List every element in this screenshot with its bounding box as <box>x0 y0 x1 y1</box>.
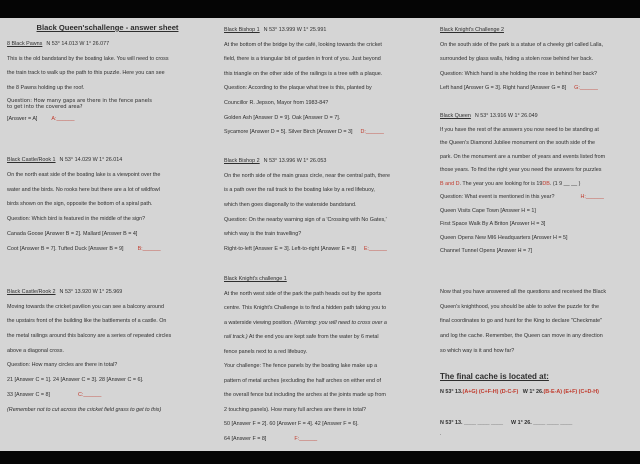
section-knight-2 <box>440 23 603 96</box>
text-line: those years. To find the right year you need the answers for puzzles <box>440 167 602 173</box>
answer-blank-e[interactable]: E:______ <box>363 246 387 253</box>
text-line: 50 [Answer F = 2]. 60 [Answer F = 4]. 42 [Answer F = 6]. <box>224 421 359 427</box>
text-line: Question: Which hand is she holding the rose in behind her back? <box>440 70 598 77</box>
answer-blank-a[interactable]: A:______ <box>51 116 75 123</box>
coordinates: N 53° 14.013 W 1° 26.077 <box>46 41 110 47</box>
text-line: Right-to-left [Answer E = 3]. Left-to-right [Answer E = 8] <box>224 246 356 253</box>
text-line: centre. This Knight's Challenge is to find a hidden path taking you to <box>224 305 387 311</box>
text-line: Now that you have answered all the questions and received the Black <box>440 289 607 295</box>
text-line: Left hand [Answer G = 3]. Right hand [Answer G = 8] <box>440 85 567 91</box>
text-line: the overall fence but including the arches at the joints made up from <box>224 392 386 398</box>
text-line: the 8 Pawns holding up the roof. <box>7 84 85 91</box>
option: Channel Tunnel Opens [Answer H = 7] <box>440 248 533 254</box>
text-line: On the north side of the main grass circle, near the central path, there <box>224 172 391 179</box>
text-line: which way is the train travelling? <box>224 231 302 238</box>
section-castle-1 <box>7 153 161 257</box>
answer-blank-h[interactable]: H:______ <box>580 194 604 200</box>
final-cache-heading: The final cache is located at: <box>440 372 549 382</box>
option: Queen Opens New MI6 Headquarters [Answer H = 5] <box>440 234 568 241</box>
text-line: fence panels next to a red lifebuoy. <box>224 348 308 355</box>
text-line: this triangle on the other side of the railings is a tree with a plaque. <box>224 70 383 77</box>
section-bishop-1 <box>224 23 384 140</box>
text-line: B and D. The year you are looking for is 19DB. (1 9 __ __ ) <box>440 180 581 187</box>
dot: . <box>440 430 442 437</box>
text-line: 21 [Answer C = 1]. 24 [Answer C = 3]. 28 [Answer C = 6]. <box>7 377 144 384</box>
coordinates: N 53° 13.996 W 1° 26.053 <box>263 158 327 164</box>
text-line: At the north west side of the park the path heads out by the sports <box>224 290 382 297</box>
text-line: and log the cache. Remember, the Queen can move in any direction <box>440 333 603 340</box>
section-heading: 8 Black Pawns <box>7 41 43 47</box>
text-line: the Queen's Diamond Jubilee monument on the south side of the <box>440 140 596 146</box>
text-line: field, there is a triangular bit of garden in front of you. Just beyond <box>224 56 381 63</box>
text-line: This is the old bandstand by the boating lake. You will need to cross <box>7 55 169 62</box>
coordinates: N 53° 13.999 W 1° 25.991 <box>263 27 327 33</box>
text-line: On the south side of the park is a statue of a cheeky girl called Lalla, <box>440 41 604 48</box>
section-heading: Black Knight's challenge 1 <box>224 276 287 282</box>
text-line: pattern of metal arches (excluding the half arches on either end of <box>224 377 382 384</box>
text-line: Coot [Answer B = 7]. Tufted Duck [Answer B = 9] <box>7 245 124 252</box>
section-heading: Black Queen <box>440 113 471 119</box>
section-final <box>440 285 606 437</box>
section-knight-1 <box>224 272 387 446</box>
bottom-black-bar <box>0 451 640 464</box>
text-line: final coordinates to go and hunt for the King to declare "Checkmate" <box>440 318 603 325</box>
text-line: Question: On the nearby warning sign of a 'Crossing with No Gates,' <box>224 216 387 223</box>
section-castle-2 <box>7 285 171 417</box>
section-heading: Black Castle/Rook 2 <box>7 289 56 295</box>
text-line: Moving towards the cricket pavilion you can see a balcony around <box>7 303 165 310</box>
option: Queen Visits Cape Town [Answer H = 1] <box>440 207 536 214</box>
text-line: Question: According to the plaque what tree is this, planted by <box>224 85 372 92</box>
text-line: the metal railings around this balcony are a series of repeated circles <box>7 333 172 340</box>
coordinates: N 53° 14.029 W 1° 26.014 <box>59 157 123 163</box>
answer-label: [Answer = A] <box>7 116 38 123</box>
page-title: Black Queen'schallenge - answer sheet <box>36 23 179 32</box>
note: (Remember not to cut across the cricket field grass to get to this) <box>7 406 162 413</box>
answer-blank-g[interactable]: G:______ <box>574 85 598 91</box>
text-line: 64 [Answer F = 8] <box>224 435 267 442</box>
text-line: the train track to walk up the path to this puzzle. Here you can see <box>7 70 165 77</box>
text-line: which then goes diagonally to the waterside bandstand. <box>224 202 357 209</box>
text-line: the upstairs front of the building like the battlements of a castle. On <box>7 318 167 325</box>
text-line: Canada Goose [Answer B = 2]. Mallard [Answer B = 4] <box>7 230 138 237</box>
text-line: so which way is it and how far? <box>440 347 515 354</box>
section-heading: Black Bishop 1 <box>224 27 260 33</box>
text-line: Question: How many circles are there in total? <box>7 362 118 369</box>
coordinates: N 53° 13.920 W 1° 25.969 <box>59 289 123 295</box>
section-heading: Black Castle/Rook 1 <box>7 157 56 163</box>
question: Question: What event is mentioned in this year? <box>440 194 555 200</box>
text-line: water and the birds. No rooks here but there are a lot of wildfowl <box>7 186 160 193</box>
text-line: Your challenge: The fence panels by the boating lake make up a <box>224 363 378 369</box>
question: Question: How many gaps are there in the fence panels to get into the covered area? <box>7 98 152 111</box>
coordinates: N 53° 13.916 W 1° 26.049 <box>474 113 538 119</box>
section-bishop-2 <box>224 154 390 257</box>
text-line: 2 touching panels). How many full arches are there in total? <box>224 406 367 413</box>
answer-blank-c[interactable]: C:______ <box>78 391 102 398</box>
option: First Space Walk By A Briton [Answer H = 3] <box>440 221 546 227</box>
text-line: Golden Ash [Answer D = 9]. Oak [Answer D = 7]. <box>224 114 341 121</box>
text-line: If you have the rest of the answers you now need to be standing at <box>440 126 599 133</box>
text-line: At the bottom of the bridge by the café, looking towards the cricket <box>224 41 382 48</box>
text-line: above a diagonal cross. <box>7 347 64 354</box>
text-line: Question: Which bird is featured in the middle of the sign? <box>7 216 146 223</box>
text-line: Sycamore [Answer D = 5]. Silver Birch [Answer D = 3] <box>224 129 353 136</box>
text-line: park. On the monument are a number of years and events listed from <box>440 153 606 160</box>
text-line: Councillor R. Jepson, Mayor from 1983-84? <box>224 99 329 106</box>
text-line: Queen's knighthood, you should be able to solve the puzzle for the <box>440 303 599 310</box>
text-line: On the north east side of the boating lake is a viewpoint over the <box>7 171 161 178</box>
answer-blank-f[interactable]: F:______ <box>294 435 318 442</box>
section-pawns <box>7 37 169 127</box>
text-line: rail track.) At the end you are kept safe from the water by 6 metal <box>224 334 379 340</box>
section-heading: Black Bishop 2 <box>224 158 260 164</box>
answer-blank-d[interactable]: D:______ <box>360 129 384 136</box>
text-line: birds shown on the sign, opposite the bottom of a spiral path. <box>7 201 153 208</box>
section-queen <box>440 110 605 259</box>
section-heading: Black Knight's Challenge 2 <box>440 27 504 33</box>
text-line: is a path over the rail track to the boating lake by a red lifebuoy, <box>224 187 375 194</box>
top-black-bar <box>0 0 640 18</box>
text-line: a waterside viewing position. (Warning: you will need to cross over a <box>224 319 387 326</box>
answer-blank-b[interactable]: B:______ <box>137 245 161 252</box>
text-line: surrounded by glass walls, hiding a stolen rose behind her back. <box>440 56 594 62</box>
final-coordinates-blank: N 53° 13. ____ ____ ____ W 1° 26. ____ ____ ____ <box>440 419 573 426</box>
final-formula: N 53° 13.(A+G) (C+F-H) (D-C-F) W 1° 26.(B-E-A) (E+F) (C+D-H) <box>440 389 599 396</box>
text-line: 33 [Answer C = 8] <box>7 391 50 398</box>
